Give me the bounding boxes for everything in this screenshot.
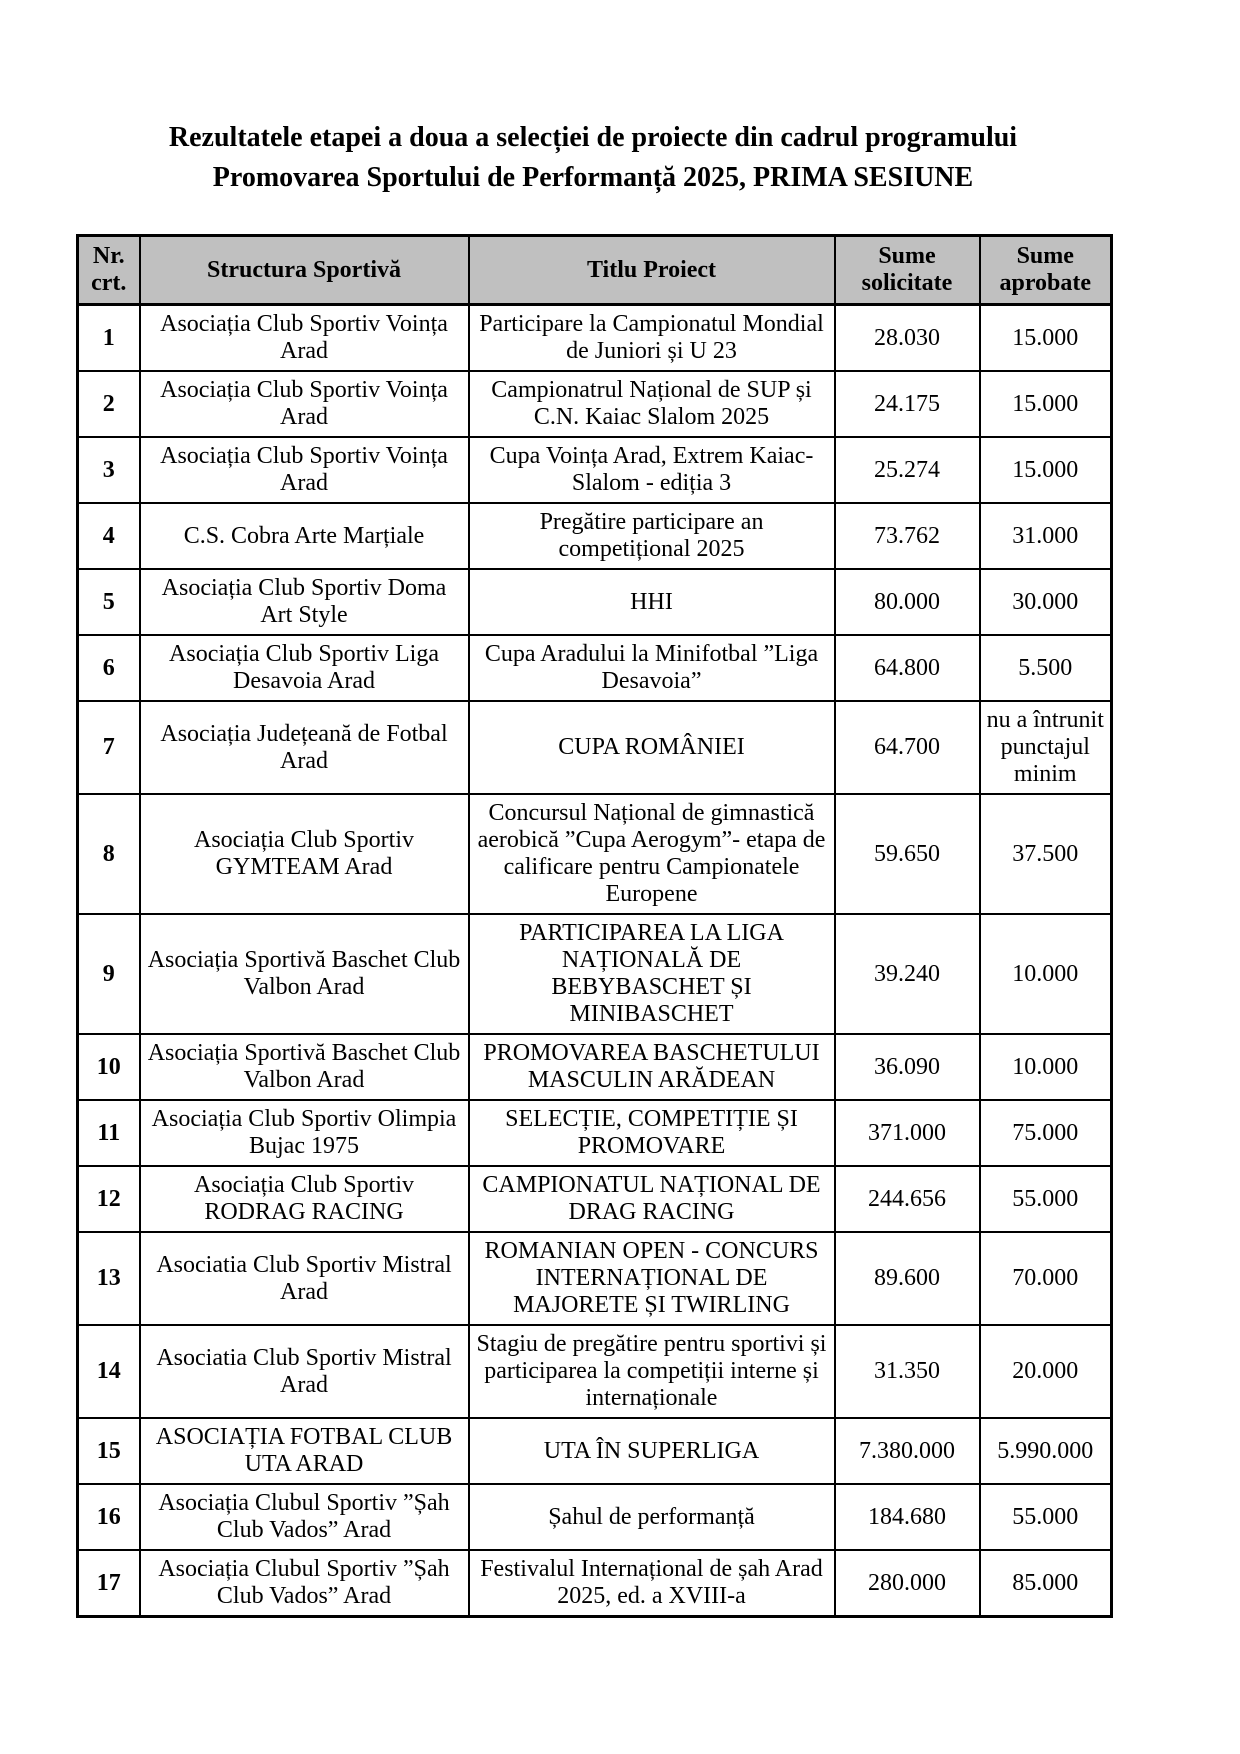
cell-nr: 2 [78, 371, 140, 437]
cell-structura-sportiva: Asociația Club Sportiv Liga Desavoia Arad [140, 635, 469, 701]
results-table [76, 234, 1113, 1618]
cell-nr: 5 [78, 569, 140, 635]
cell-sume-solicitate: 280.000 [835, 1550, 980, 1617]
cell-structura-sportiva: Asociația Club Sportiv Voința Arad [140, 371, 469, 437]
cell-sume-solicitate: 7.380.000 [835, 1418, 980, 1484]
cell-sume-aprobate: 5.990.000 [980, 1418, 1112, 1484]
cell-sume-aprobate: 15.000 [980, 437, 1112, 503]
table-row [78, 635, 1112, 701]
table-row [78, 701, 1112, 794]
cell-sume-aprobate: 15.000 [980, 305, 1112, 372]
cell-sume-aprobate: 10.000 [980, 1034, 1112, 1100]
cell-sume-solicitate: 36.090 [835, 1034, 980, 1100]
cell-nr: 16 [78, 1484, 140, 1550]
cell-titlu-proiect: HHI [469, 569, 835, 635]
header-nr-crt: Nr. crt. [78, 236, 140, 305]
cell-titlu-proiect: Pregătire participare an competițional 2025 [469, 503, 835, 569]
cell-structura-sportiva: Asociația Clubul Sportiv ”Șah Club Vados” Arad [140, 1550, 469, 1617]
header-titlu-proiect: Titlu Proiect [469, 236, 835, 305]
cell-sume-solicitate: 59.650 [835, 794, 980, 914]
cell-titlu-proiect: ROMANIAN OPEN - CONCURS INTERNAȚIONAL DE MAJORETE ȘI TWIRLING [469, 1232, 835, 1325]
cell-nr: 7 [78, 701, 140, 794]
cell-sume-aprobate: 30.000 [980, 569, 1112, 635]
cell-sume-aprobate: 15.000 [980, 371, 1112, 437]
cell-sume-solicitate: 371.000 [835, 1100, 980, 1166]
cell-sume-solicitate: 73.762 [835, 503, 980, 569]
cell-sume-aprobate: 70.000 [980, 1232, 1112, 1325]
cell-sume-aprobate: 5.500 [980, 635, 1112, 701]
table-row [78, 914, 1112, 1034]
cell-sume-solicitate: 28.030 [835, 305, 980, 372]
cell-sume-solicitate: 64.700 [835, 701, 980, 794]
cell-sume-solicitate: 80.000 [835, 569, 980, 635]
cell-titlu-proiect: Festivalul Internațional de șah Arad 2025, ed. a XVIII-a [469, 1550, 835, 1617]
cell-structura-sportiva: Asociația Club Sportiv RODRAG RACING [140, 1166, 469, 1232]
cell-nr: 9 [78, 914, 140, 1034]
cell-nr: 10 [78, 1034, 140, 1100]
header-structura-sportiva: Structura Sportivă [140, 236, 469, 305]
table-row [78, 794, 1112, 914]
cell-structura-sportiva: Asociația Sportivă Baschet Club Valbon Arad [140, 1034, 469, 1100]
cell-titlu-proiect: PROMOVAREA BASCHETULUI MASCULIN ARĂDEAN [469, 1034, 835, 1100]
table-row [78, 1418, 1112, 1484]
cell-titlu-proiect: UTA ÎN SUPERLIGA [469, 1418, 835, 1484]
cell-sume-solicitate: 64.800 [835, 635, 980, 701]
cell-titlu-proiect: Participare la Campionatul Mondial de Juniori și U 23 [469, 305, 835, 372]
cell-titlu-proiect: SELECȚIE, COMPETIȚIE ȘI PROMOVARE [469, 1100, 835, 1166]
cell-titlu-proiect: PARTICIPAREA LA LIGA NAȚIONALĂ DE BEBYBASCHET ȘI MINIBASCHET [469, 914, 835, 1034]
cell-nr: 11 [78, 1100, 140, 1166]
cell-structura-sportiva: Asociația Sportivă Baschet Club Valbon Arad [140, 914, 469, 1034]
table-row [78, 1166, 1112, 1232]
table-row [78, 1232, 1112, 1325]
cell-sume-aprobate: 31.000 [980, 503, 1112, 569]
cell-titlu-proiect: Stagiu de pregătire pentru sportivi și participarea la competiții interne și internaționale [469, 1325, 835, 1418]
cell-nr: 13 [78, 1232, 140, 1325]
cell-structura-sportiva: Asociația Județeană de Fotbal Arad [140, 701, 469, 794]
cell-sume-solicitate: 24.175 [835, 371, 980, 437]
table-row [78, 371, 1112, 437]
cell-structura-sportiva: Asociatia Club Sportiv Mistral Arad [140, 1232, 469, 1325]
cell-sume-aprobate: 55.000 [980, 1484, 1112, 1550]
table-row [78, 437, 1112, 503]
cell-structura-sportiva: Asociația Club Sportiv GYMTEAM Arad [140, 794, 469, 914]
cell-nr: 3 [78, 437, 140, 503]
cell-structura-sportiva: C.S. Cobra Arte Marțiale [140, 503, 469, 569]
cell-sume-solicitate: 31.350 [835, 1325, 980, 1418]
cell-sume-aprobate: 85.000 [980, 1550, 1112, 1617]
cell-nr: 15 [78, 1418, 140, 1484]
cell-structura-sportiva: Asociatia Club Sportiv Mistral Arad [140, 1325, 469, 1418]
cell-structura-sportiva: Asociația Club Sportiv Voința Arad [140, 437, 469, 503]
cell-sume-aprobate: nu a întrunit punctajul minim [980, 701, 1112, 794]
cell-nr: 17 [78, 1550, 140, 1617]
table-row [78, 1034, 1112, 1100]
table-row [78, 503, 1112, 569]
cell-sume-aprobate: 55.000 [980, 1166, 1112, 1232]
cell-titlu-proiect: CUPA ROMÂNIEI [469, 701, 835, 794]
cell-structura-sportiva: Asociația Clubul Sportiv ”Șah Club Vados” Arad [140, 1484, 469, 1550]
cell-sume-solicitate: 25.274 [835, 437, 980, 503]
cell-nr: 14 [78, 1325, 140, 1418]
cell-nr: 8 [78, 794, 140, 914]
cell-structura-sportiva: Asociația Club Sportiv Doma Art Style [140, 569, 469, 635]
cell-titlu-proiect: Concursul Național de gimnastică aerobică ”Cupa Aerogym”- etapa de calificare pentru Campionatele Europene [469, 794, 835, 914]
cell-sume-solicitate: 89.600 [835, 1232, 980, 1325]
header-sume-aprobate: Sume aprobate [980, 236, 1112, 305]
cell-titlu-proiect: Cupa Aradului la Minifotbal ”Liga Desavoia” [469, 635, 835, 701]
cell-sume-solicitate: 184.680 [835, 1484, 980, 1550]
cell-nr: 6 [78, 635, 140, 701]
cell-structura-sportiva: Asociația Club Sportiv Voința Arad [140, 305, 469, 372]
table-row [78, 1100, 1112, 1166]
table-row [78, 1550, 1112, 1617]
results-table-body [78, 305, 1112, 1617]
cell-sume-aprobate: 75.000 [980, 1100, 1112, 1166]
cell-sume-aprobate: 10.000 [980, 914, 1112, 1034]
cell-structura-sportiva: ASOCIAȚIA FOTBAL CLUB UTA ARAD [140, 1418, 469, 1484]
cell-titlu-proiect: Campionatrul Național de SUP și C.N. Kaiac Slalom 2025 [469, 371, 835, 437]
document-title-line1: Rezultatele etapei a doua a selecției de proiecte din cadrul programului [168, 122, 1018, 153]
cell-nr: 12 [78, 1166, 140, 1232]
table-row [78, 1484, 1112, 1550]
cell-titlu-proiect: Cupa Voința Arad, Extrem Kaiac-Slalom - ediția 3 [469, 437, 835, 503]
table-row [78, 569, 1112, 635]
table-row [78, 1325, 1112, 1418]
cell-titlu-proiect: CAMPIONATUL NAȚIONAL DE DRAG RACING [469, 1166, 835, 1232]
cell-sume-solicitate: 39.240 [835, 914, 980, 1034]
cell-sume-aprobate: 37.500 [980, 794, 1112, 914]
cell-nr: 4 [78, 503, 140, 569]
cell-nr: 1 [78, 305, 140, 372]
document-title [76, 118, 1110, 198]
header-sume-solicitate: Sume solicitate [835, 236, 980, 305]
cell-sume-solicitate: 244.656 [835, 1166, 980, 1232]
cell-titlu-proiect: Șahul de performanță [469, 1484, 835, 1550]
header-row [78, 236, 1112, 305]
cell-sume-aprobate: 20.000 [980, 1325, 1112, 1418]
cell-structura-sportiva: Asociația Club Sportiv Olimpia Bujac 1975 [140, 1100, 469, 1166]
results-table-header [78, 236, 1112, 305]
table-row [78, 305, 1112, 372]
document-title-line2: Promovarea Sportului de Performanță 2025, PRIMA SESIUNE [212, 162, 974, 193]
